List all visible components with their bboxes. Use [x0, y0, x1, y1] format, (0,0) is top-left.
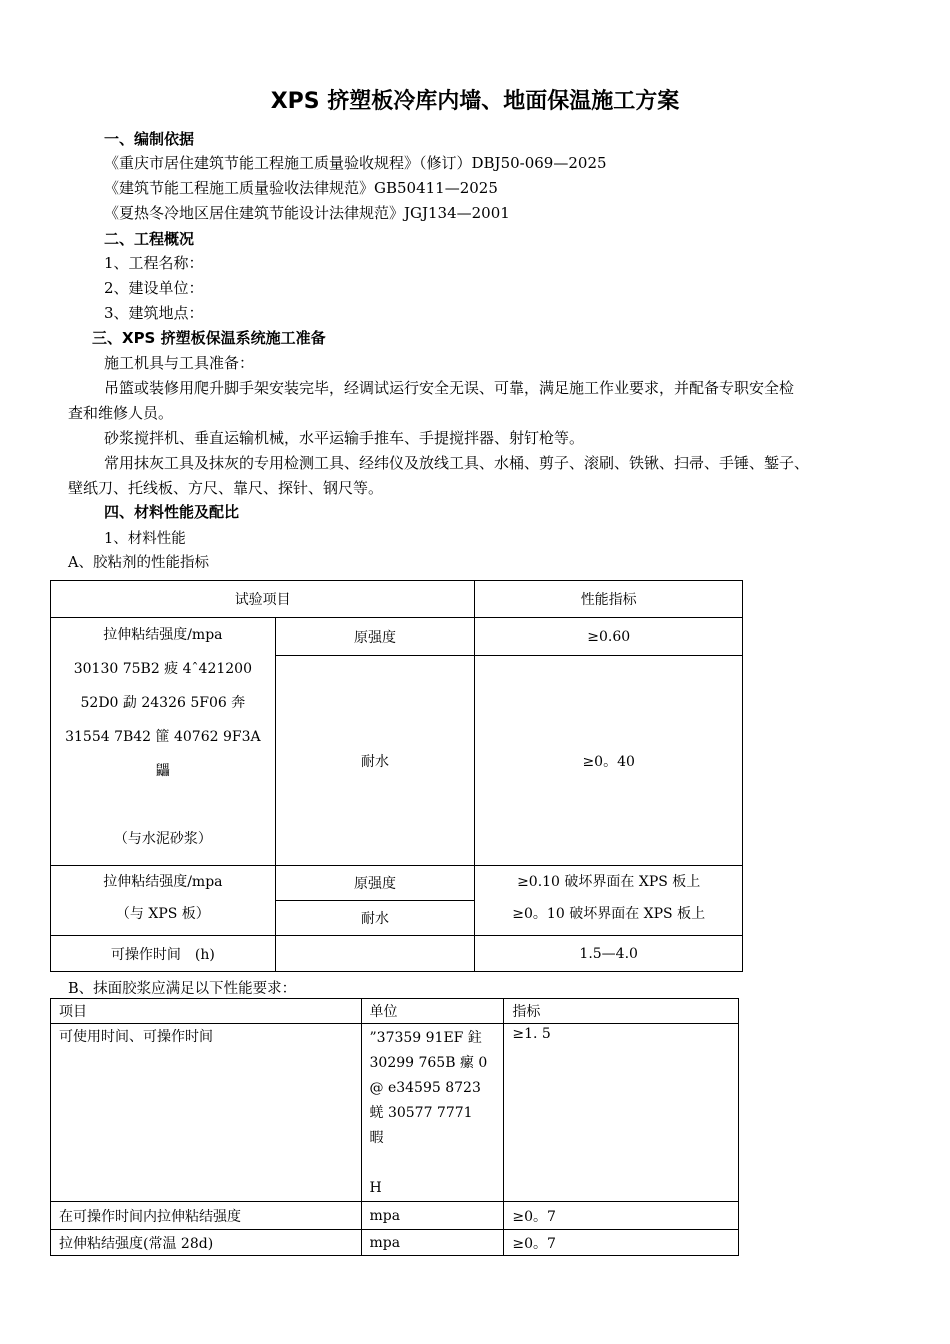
section-heading-materials: 四、材料性能及配比: [104, 503, 240, 521]
paragraph-line: 查和维修人员。: [68, 404, 174, 422]
paragraph-line: 壁纸刀、托线板、方尺、靠尺、探针、钢尺等。: [68, 479, 384, 497]
table-header-cell: 项目: [51, 999, 362, 1024]
table-header-cell: 指标: [504, 999, 739, 1024]
reference-item: 《建筑节能工程施工质量验收法律规范》GB50411—2025: [104, 179, 498, 197]
table-cell: ≥1. 5: [504, 1024, 739, 1202]
cell-line: ≥0.10 破坏界面在 XPS 板上: [517, 874, 701, 890]
table-header-cell: 单位: [361, 999, 504, 1024]
table-cell: 原强度: [275, 618, 475, 656]
table-cell: 耐水: [275, 656, 475, 866]
paragraph-line: 砂浆搅拌机、垂直运输机械，水平运输手推车、手提搅拌器、射钉枪等。: [104, 429, 585, 447]
table-cell: ≥0。7: [504, 1230, 739, 1256]
cell-line: （与水泥砂浆）: [113, 831, 212, 847]
section-heading-basis: 一、编制依据: [104, 130, 195, 148]
table-a-caption: A、胶粘剂的性能指标: [68, 555, 209, 571]
paragraph-line: 常用抹灰工具及抹灰的专用检测工具、经纬仪及放线工具、水桶、剪子、滚刷、铁锹、扫帚、手锤、錾子、: [104, 454, 810, 472]
cell-line: 30130 75B2 疲 4ˆ421200: [73, 661, 252, 677]
section-heading-overview: 二、工程概况: [104, 230, 195, 248]
overview-item: 2、建设单位：: [104, 279, 204, 297]
adhesive-performance-table: [50, 580, 743, 972]
cell-line: [51, 788, 275, 822]
table-cell: 可操作时间 (h): [51, 936, 276, 972]
cell-line: （与 XPS 板）: [115, 906, 210, 922]
cell-line: 52D0 勐 24326 5F06 奔: [80, 695, 246, 711]
cell-line: 蜣 30577 7771: [369, 1105, 473, 1121]
table-cell: ≥0。7: [504, 1202, 739, 1230]
table-cell: mpa: [361, 1230, 504, 1256]
cell-line: 31554 7B42 篚 40762 9F3A: [65, 729, 261, 745]
table-header-cell: 性能指标: [475, 581, 743, 618]
cell-line: 30299 765B 瘰 0: [369, 1055, 488, 1071]
cell-line: ≥0。10 破坏界面在 XPS 板上: [512, 906, 706, 922]
table-cell: 可使用时间、可操作时间: [51, 1024, 362, 1202]
table-cell: 耐水: [275, 901, 475, 936]
table-header-cell: 试验项目: [51, 581, 475, 618]
table-cell: mpa: [361, 1202, 504, 1230]
table-cell: ≥0.60: [475, 618, 743, 656]
cell-line: 拉伸粘结强度/mpa: [103, 874, 223, 890]
cell-line: @ e34595 8723: [369, 1080, 481, 1096]
table-cell: [361, 1024, 504, 1202]
table-cell-empty: [275, 936, 475, 972]
section-heading-preparation: 三、XPS 挤塑板保温系统施工准备: [92, 329, 326, 347]
cell-line: 拉伸粘结强度/mpa: [103, 627, 223, 643]
table-cell: 拉伸粘结强度(常温 28d): [51, 1230, 362, 1256]
table-b-caption: B、抹面胶浆应满足以下性能要求：: [68, 981, 297, 997]
cell-line: H: [369, 1180, 382, 1196]
table-cell: 1.5—4.0: [475, 936, 743, 972]
materials-subheading: 1、材料性能: [104, 531, 186, 547]
reference-item: 《夏热冬冷地区居住建筑节能设计法律规范》JGJ134—2001: [104, 204, 510, 222]
cell-line: [370, 1151, 504, 1176]
cell-line: 暇: [369, 1130, 384, 1146]
preparation-subheading: 施工机具与工具准备：: [104, 354, 255, 372]
table-cell-label: [51, 618, 276, 866]
mortar-performance-table: [50, 998, 739, 1256]
page-title: XPS 挤塑板冷库内墙、地面保温施工方案: [270, 89, 680, 114]
reference-item: 《重庆市居住建筑节能工程施工质量验收规程》（修订）DBJ50-069—2025: [104, 154, 607, 172]
table-cell: 在可操作时间内拉伸粘结强度: [51, 1202, 362, 1230]
table-cell: 原强度: [275, 866, 475, 901]
table-cell: ≥0。40: [475, 656, 743, 866]
cell-line: ”37359 91EF 鉒: [369, 1030, 482, 1046]
table-cell-label: [51, 866, 276, 936]
overview-item: 3、建筑地点：: [104, 304, 204, 322]
table-cell: [475, 866, 743, 936]
cell-line: 鼺: [155, 763, 170, 779]
overview-item: 1、工程名称：: [104, 254, 204, 272]
paragraph-line: 吊篮或装修用爬升脚手架安装完毕，经调试运行安全无误、可靠，满足施工作业要求，并配备专职安全检: [104, 379, 795, 397]
